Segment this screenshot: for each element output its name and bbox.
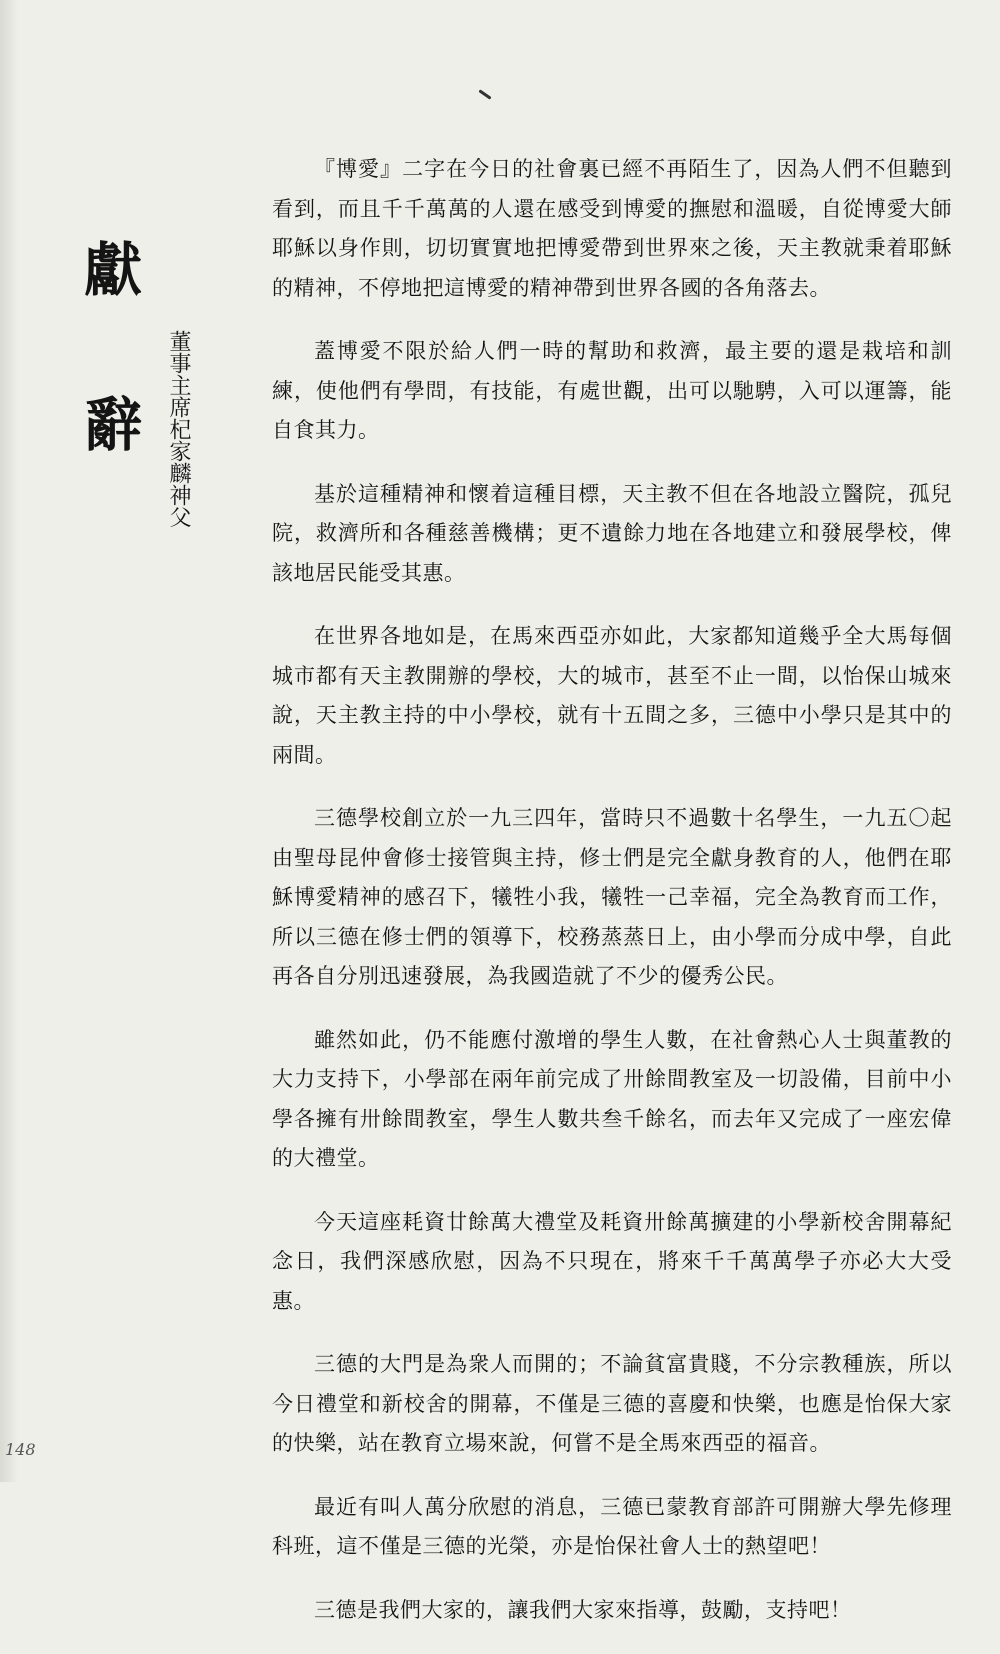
author-byline: 董事主席杞家麟神父	[166, 330, 191, 528]
ink-mark	[478, 89, 491, 99]
paragraph-10: 三德是我們大家的，讓我們大家來指導，鼓勵，支持吧！	[314, 1597, 852, 1622]
title-char-1: 獻	[83, 236, 142, 304]
page-number: 148	[5, 1440, 36, 1459]
paragraph-6: 雖然如此，仍不能應付激增的學生人數，在社會熱心人士與董教的大力支持下，小學部在兩年前完成了卅餘間教室及一切設備，目前中小學各擁有卅餘間教室，學生人數共叁千餘名，而去年又完成了一座宏偉的大禮堂。	[272, 1027, 952, 1170]
paragraph-4: 在世界各地如是，在馬來西亞亦如此，大家都知道幾乎全大馬每個城市都有天主教開辦的學校，大的城市，甚至不止一間，以怡保山城來說，天主教主持的中小學校，就有十五間之多，三德中小學只是其中的兩間。	[272, 624, 952, 767]
paragraph-8: 三德的大門是為衆人而開的；不論貧富貴賤，不分宗教種族，所以今日禮堂和新校舍的開幕，不僅是三德的喜慶和快樂，也應是怡保大家的快樂，站在教育立場來說，何嘗不是全馬來西亞的福音。	[272, 1352, 952, 1455]
article-body	[272, 150, 952, 1654]
paragraph-3: 基於這種精神和懷着這種目標，天主教不但在各地設立醫院，孤兒院，救濟所和各種慈善機構；更不遺餘力地在各地建立和發展學校，俾該地居民能受其惠。	[272, 481, 952, 585]
title-char-2: 辭	[83, 391, 142, 459]
paragraph-7: 今天這座耗資廿餘萬大禮堂及耗資卅餘萬擴建的小學新校舍開幕紀念日，我們深感欣慰，因為不只現在，將來千千萬萬學子亦必大大受惠。	[272, 1209, 952, 1313]
paragraph-5: 三德學校創立於一九三四年，當時只不過數十名學生，一九五〇起由聖母昆仲會修士接管與主持，修士們是完全獻身教育的人，他們在耶穌博愛精神的感召下，犧牲小我，犧牲一己幸福，完全為教育而工作，所以三德在修士們的領導下，校務蒸蒸日上，由小學而分成中學，自此再各自分別迅速發展，為我國造就了不少的優秀公民。	[272, 806, 952, 988]
paragraph-2: 蓋博愛不限於給人們一時的幫助和救濟，最主要的還是栽培和訓練，使他們有學問，有技能，有處世觀，出可以馳騁，入可以運籌，能自食其力。	[272, 339, 952, 442]
paragraph-9: 最近有叫人萬分欣慰的消息，三德已蒙教育部許可開辦大學先修理科班，這不僅是三德的光榮，亦是怡保社會人士的熱望吧！	[272, 1494, 952, 1558]
paragraph-1: 『博愛』二字在今日的社會裏已經不再陌生了，因為人們不但聽到看到，而且千千萬萬的人還在感受到博愛的撫慰和溫暖，自從博愛大師耶穌以身作則，切切實實地把博愛帶到世界來之後，天主教就秉着耶穌的精神，不停地把這博愛的精神帶到世界各國的各角落去。	[272, 157, 952, 300]
page-edge-shadow	[0, 0, 18, 1482]
